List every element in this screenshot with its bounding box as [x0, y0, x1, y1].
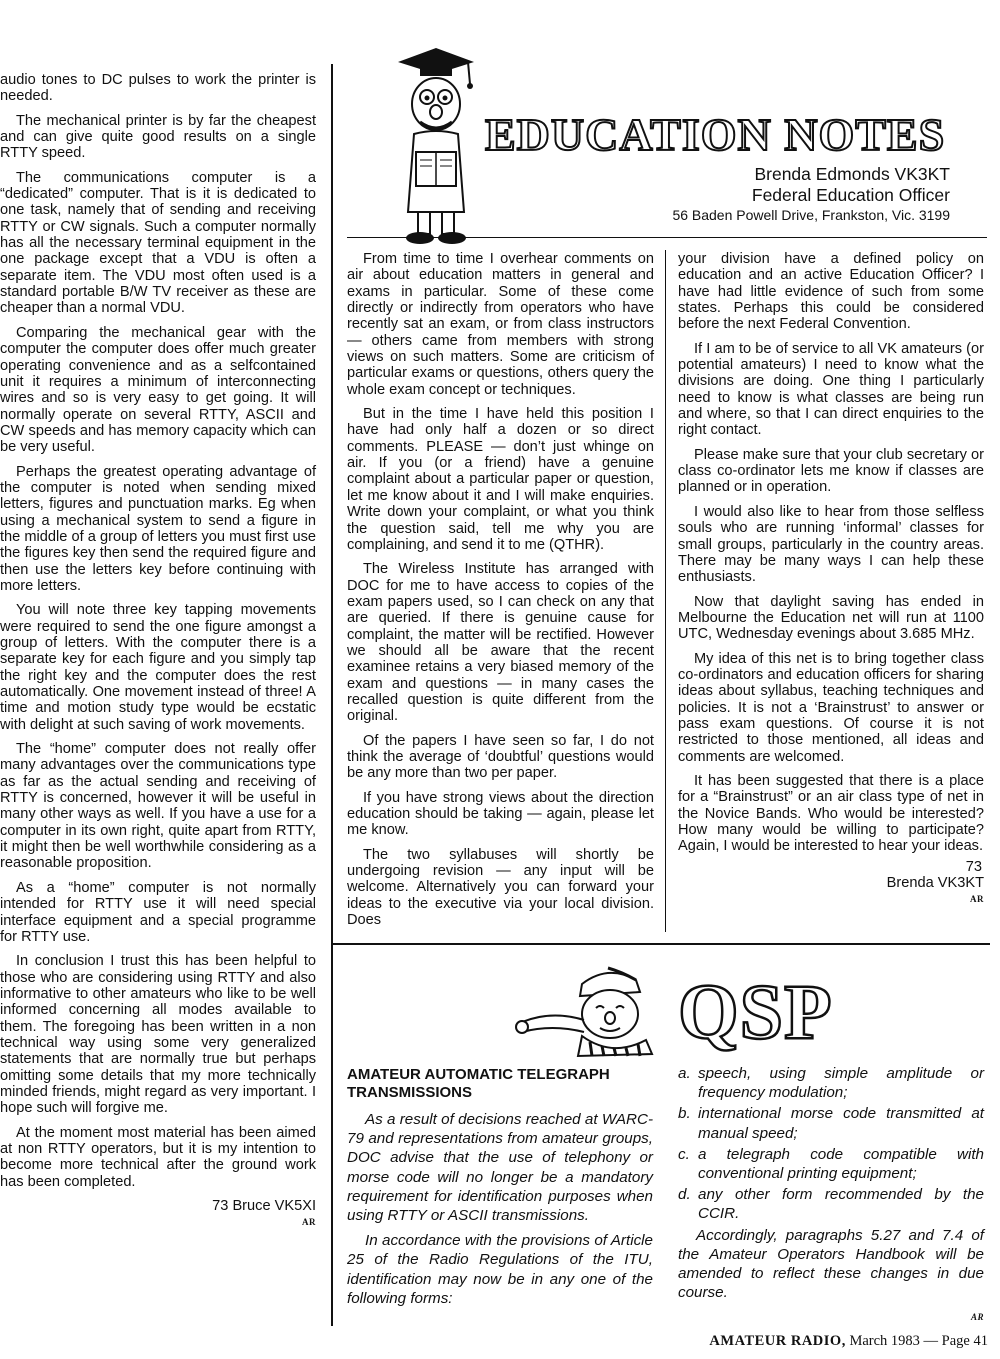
- left-paragraph: The “home” computer does not really offer many advantages over the communications type as far as the actual sending and receiving of RTTY is concerned, however it will be useful in many other ways as well. If you have a use for a computer in its own right, quite apart from RTTY, it might then be well worthwhile considering as a reasonable proposition.: [0, 741, 316, 872]
- left-paragraph: The mechanical printer is by far the cheapest and can give quite good results on a single RTTY speed.: [0, 112, 316, 162]
- column-divider-left: [331, 64, 333, 1326]
- qsp-left-column: [347, 1110, 653, 1314]
- left-end-mark: AR: [302, 1217, 316, 1228]
- education-right-column: [678, 251, 984, 908]
- column-divider-mid-upper: [665, 250, 666, 932]
- left-paragraph: As a “home” computer is not normally intended for RTTY use it will need special interface equipment and a special programme for RTTY use.: [0, 879, 316, 945]
- author-role: Federal Education Officer: [751, 185, 950, 205]
- education-paragraph: I would also like to hear from those selfless souls who are running ‘informal’ classes for small groups, particularly in the country areas. There may be many ways I can help these enthusiasts.: [678, 503, 984, 586]
- reclining-cartoon-icon: [512, 962, 662, 1060]
- left-paragraph: Perhaps the greatest operating advantage of the computer is noted when sending mixed letters, figures and punctuation marks. Eg when using a mechanical system to send a figure in the middle of a group of letters you must first use the figures key then send the required figure and then use the letters key before continuing with more letters.: [0, 463, 316, 594]
- education-paragraph: If I am to be of service to all VK amateurs (or potential amateurs) I need to know what the divisions are doing. One thing I particularly need to know is what classes are being run and where, so that I can direct enquiries to the right contact.: [678, 340, 984, 439]
- qsp-closing: Accordingly, paragraphs 5.27 and 7.4 of the Amateur Operators Handbook will be amended to reflect these changes in due course.: [678, 1226, 984, 1302]
- education-paragraph: But in the time I have held this position I have had only half a dozen or so direct comments. PLEASE — don’t just whinge on air. If you (or a friend) have a genuine complaint about a particular paper or question, let me know about it and I will make enquiries. Write down your complaint, or what you think the question said, tell me why you are complaining, and send it to me (QTHR).: [347, 406, 654, 553]
- education-paragraph: Now that daylight saving has ended in Melbourne the Education net will run at 1100 UTC, Wednesday evenings about 3.685 MHz.: [678, 593, 984, 643]
- left-paragraph: The communications computer is a “dedicated” computer. That is it is dedicated to one task, namely that of sending and receiving RTTY or CW signals. Such a computer normally has all the necessary terminal equipment in the one package except that a VDU is often a separate item. The VDU most often used is a standard portable B/W TV receiver as these are cheaper than a normal VDU.: [0, 169, 316, 317]
- list-item: d. any other form recommended by the CCIR.: [678, 1186, 984, 1223]
- left-paragraph: Comparing the mechanical gear with the computer the computer does offer much greater operating convenience and as a selfcontained unit it requires a minimum of interconnecting wires and so is very easy to get going. It will normally operate on several RTTY, ASCII and CW speeds and has memory capacity which can be very useful.: [0, 324, 316, 456]
- author-block: [752, 164, 950, 206]
- left-paragraph: You will note three key tapping movements were required to send the one figure amongst a group of letters. With the computer there is a separate key for each figure and you simply tap the right key and the computer does the rest automatically. One movement instead of three! A time and motion study type would be ecstatic with delight at such saving of work movements.: [0, 602, 316, 733]
- left-paragraph: At the moment most material has been aimed at non RTTY operators, but it is my intention to become more technical after the ground work has been completed.: [0, 1124, 316, 1190]
- sign-off-name: Brenda VK3KT: [886, 875, 984, 892]
- education-paragraph: The two syllabuses will shortly be undergoing revision — any input will be welcome. Alternatively you can forward your ideas to the executive via your local division. Does: [347, 846, 654, 929]
- author-name: Brenda Edmonds VK3KT: [754, 164, 950, 184]
- magazine-name: AMATEUR RADIO,: [709, 1333, 846, 1349]
- education-end-mark: AR: [970, 894, 984, 905]
- section-divider: [332, 943, 990, 945]
- author-address: 56 Baden Powell Drive, Frankston, Vic. 3199: [672, 207, 950, 223]
- qsp-heading: AMATEUR AUTOMATIC TELEGRAPH TRANSMISSIONS: [347, 1066, 610, 1101]
- page-footer: [709, 1333, 988, 1350]
- education-paragraph: From time to time I overhear comments on air about education matters in general and exams in particular. Some of these come directly or indirectly from operators who have recently sat an exam, or from class instructors — others came from members with strong views on such matters. Some are criticism of particular exams or questions, others query the whole exam concept or techniques.: [347, 251, 654, 398]
- left-paragraph: In conclusion I trust this has been helpful to those who are considering using RTTY and also informative to other amateurs who like to be well informed concerning all modes available to them. The foregoing has been written in a non technical way using some very generalized statements that are normally true but perhaps omitting some details that my more technically minded friends, might regard as very important. I hope such will forgive me.: [0, 953, 316, 1117]
- qsp-paragraph: In accordance with the provisions of Article 25 of the Radio Regulations of the ITU, identification may now be in any one of the following forms:: [347, 1232, 653, 1307]
- issue-page: March 1983 — Page 41: [849, 1333, 988, 1349]
- list-item: c. a telegraph code compatible with conventional printing equipment;: [678, 1145, 984, 1183]
- list-item: b. international morse code transmitted at manual speed;: [678, 1105, 984, 1142]
- education-paragraph: Please make sure that your club secretary or class co-ordinator lets me know if classes are planned or in operation.: [678, 446, 984, 496]
- qsp-paragraph: As a result of decisions reached at WARC-79 and representations from amateur groups, DOC advise that the use of telephony or morse code will no longer be a mandatory requirement for identification purposes when using RTTY or ASCII transmissions.: [347, 1111, 653, 1225]
- education-notes-title: EDUCATION NOTES: [485, 109, 946, 160]
- left-column-article: [0, 72, 316, 1231]
- qsp-right-column: [678, 1064, 984, 1328]
- sign-off-73: 73: [965, 858, 982, 875]
- graduate-cartoon-icon: [392, 42, 478, 247]
- left-signature: 73 Bruce VK5XI: [212, 1198, 316, 1214]
- education-middle-column: [347, 251, 654, 936]
- education-paragraph: If you have strong views about the direction education should be taking — again, please let me know.: [347, 789, 654, 839]
- education-paragraph: It has been suggested that there is a place for a “Brainstrust” or an air class type of net in the Novice Bands. Who would be interested? How many would be willing to participate? Again, I would be interested to hear your ideas.: [678, 772, 984, 855]
- identification-list: [678, 1064, 984, 1224]
- education-paragraph: your division have a defined policy on education and an active Education Officer? I have had little evidence of such from some states. Perhaps this could be considered before the next Federal Convention.: [678, 251, 984, 333]
- qsp-title: QSP: [678, 968, 833, 1055]
- qsp-end-mark: AR: [970, 1312, 984, 1323]
- education-paragraph: Of the papers I have seen so far, I do not think the average of ‘doubtful’ questions would be any more than two per paper.: [347, 732, 654, 782]
- education-paragraph: My idea of this net is to bring together class co-ordinators and education officers for sharing ideas about syllabus, teaching techniques and policies. It is not a ‘Brainstrust’ to answer or pass exam questions. Of course it is not restricted to those mentioned, all ideas and comments are welcomed.: [678, 650, 984, 765]
- left-paragraph: audio tones to DC pulses to work the printer is needed.: [0, 72, 316, 105]
- education-paragraph: The Wireless Institute has arranged with DOC for me to have access to copies of the exam papers used, so I can check on any that are queried. If there is genuine cause for complaint, the matter will be rectified. However we should all be aware that the recent examinee retains a very biased memory of the exam and questions — in many cases the recalled question is quite different from the original.: [347, 561, 654, 725]
- list-item: a. speech, using simple amplitude or frequency modulation;: [678, 1065, 984, 1102]
